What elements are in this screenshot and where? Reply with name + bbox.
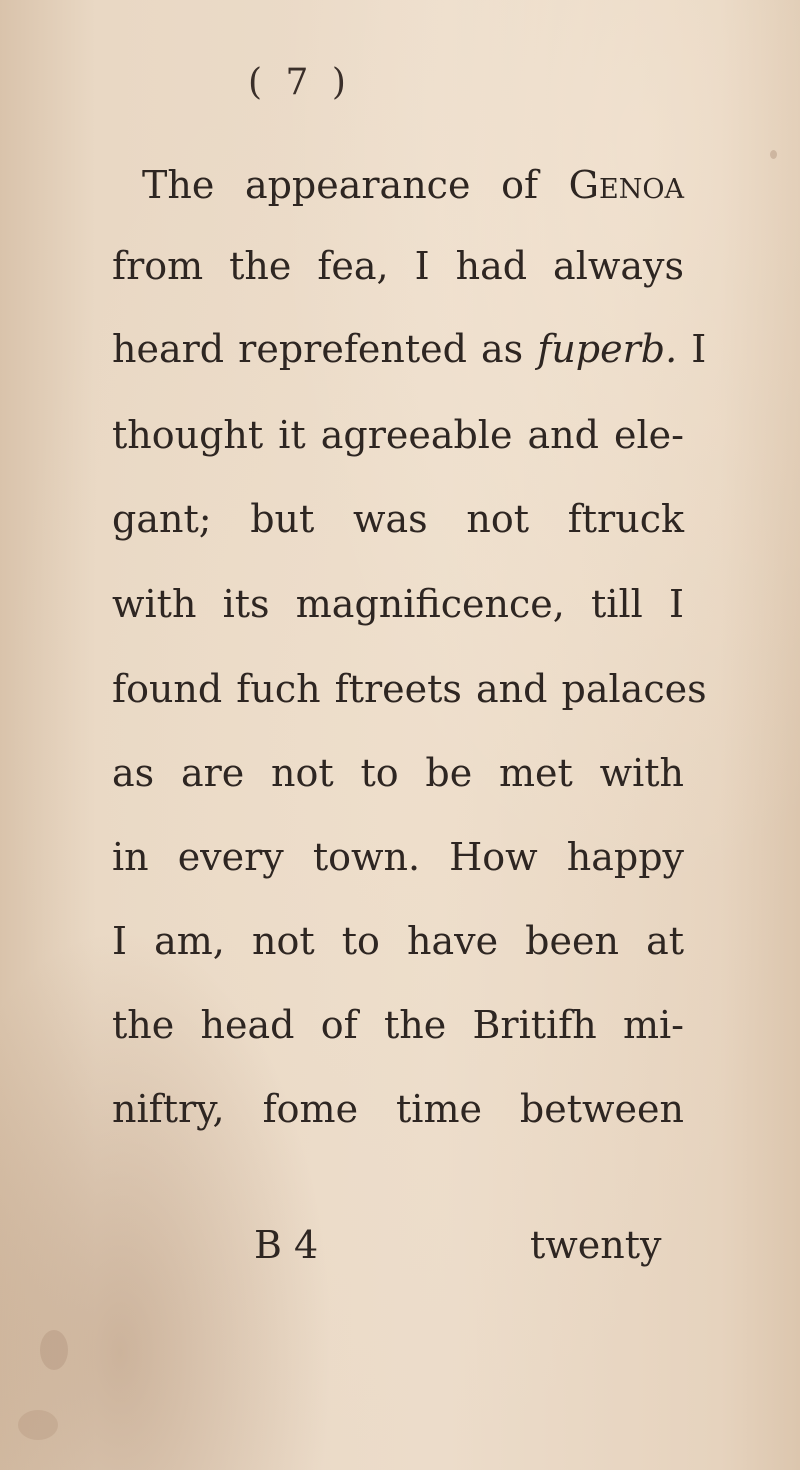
paper-stain: [18, 1410, 58, 1440]
line-3-tail: I: [677, 327, 707, 371]
text-line-7: [112, 667, 707, 711]
line-5-text: gant; but was not ftruck: [112, 497, 684, 541]
text-line-1: [142, 163, 684, 207]
line-3-text: heard reprefented as: [112, 327, 538, 371]
text-line-10: [112, 919, 684, 963]
text-line-11: [112, 1003, 684, 1047]
paper-stain: [40, 1330, 68, 1370]
text-line-5: [112, 497, 684, 541]
text-line-12: [112, 1087, 684, 1131]
line-4-text: thought it agreeable and ele-: [112, 413, 684, 457]
line-1-place-name: Genoa: [568, 163, 684, 207]
line-2-text: from the fea, I had always: [112, 244, 684, 288]
text-line-8: [112, 751, 684, 795]
text-line-9: [112, 835, 684, 879]
text-line-6: [112, 582, 684, 626]
page-number: ( 7 ): [248, 62, 352, 103]
line-3-italic-word: fuperb.: [537, 327, 678, 371]
line-9-text: in every town. How happy: [112, 835, 684, 879]
line-8-text: as are not to be met with: [112, 751, 684, 795]
signature-mark: B 4: [254, 1223, 319, 1267]
line-7-text: found fuch ftreets and palaces: [112, 667, 707, 711]
line-12-text: niftry, fome time between: [112, 1087, 684, 1131]
line-11-text: the head of the Britifh mi-: [112, 1003, 684, 1047]
paper-speck: [770, 150, 777, 159]
text-line-4: [112, 413, 684, 457]
line-10-text: I am, not to have been at: [112, 919, 684, 963]
line-6-text: with its magnificence, till I: [112, 582, 684, 626]
text-line-3: [112, 327, 707, 371]
catchword: twenty: [530, 1223, 662, 1267]
text-line-2: [112, 244, 684, 288]
line-1-text: The appearance of: [142, 163, 569, 207]
